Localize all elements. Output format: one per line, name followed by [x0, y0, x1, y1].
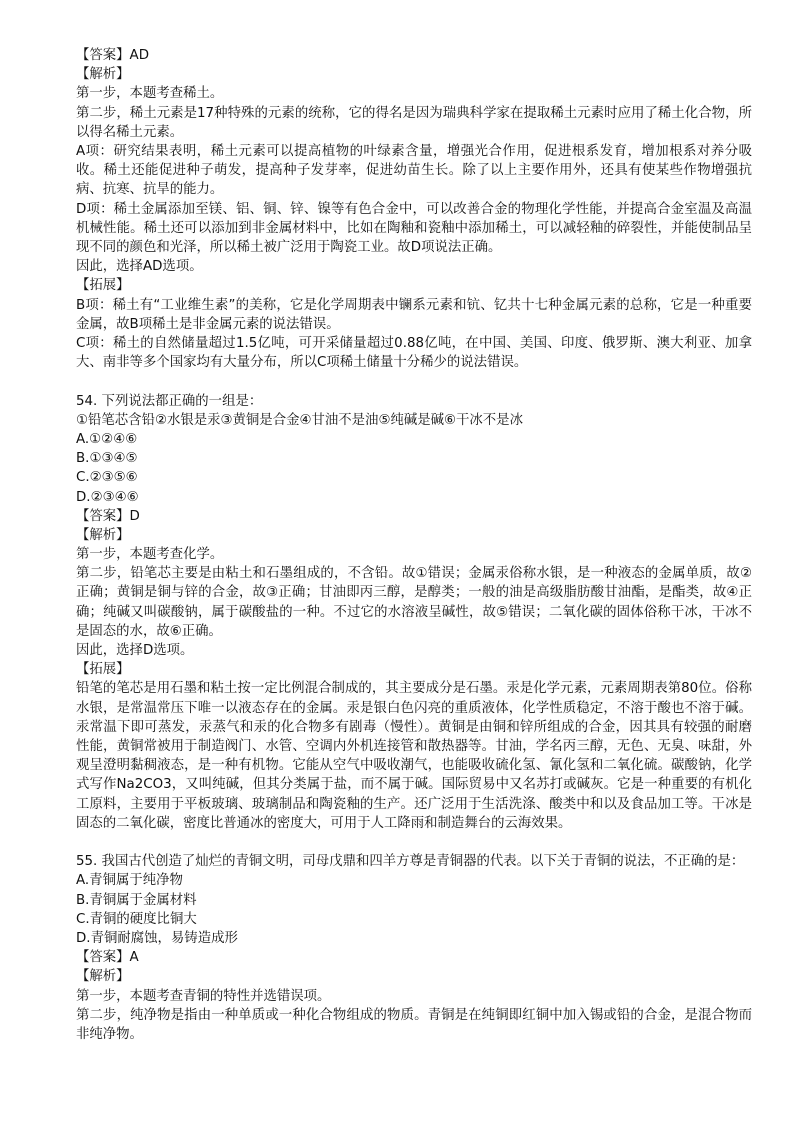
q54-statements: ①铅笔芯含铅②水银是汞③黄铜是合金④甘油不是油⑤纯碱是碱⑥干冰不是冰 — [76, 412, 523, 428]
q55-option-d: D.青铜耐腐蚀，易铸造成形 — [76, 931, 238, 947]
q53-item-a: A项：研究结果表明，稀土元素可以提高植物的叶绿素含量，增强光合作用，促进根系发育，增加根系对养分吸收。稀土还能促进种子萌发，提高种子发芽率，促进幼苗生长。除了以上主要作用外，还具有使某些作物增强抗病、抗寒、抗旱的能力。 — [76, 143, 752, 198]
q53-extension-heading: 【拓展】 — [76, 278, 130, 294]
q54-extension: 铅笔的笔芯是用石墨和粘土按一定比例混合制成的，其主要成分是石墨。汞是化学元素，元素周期表第80位。俗称水银，是常温常压下唯一以液态存在的金属。汞是银白色闪亮的重质液体，化学性质稳定，不溶于酸也不溶于碱。汞常温下即可蒸发，汞蒸气和汞的化合物多有剧毒（慢性）。黄铜是由铜和锌所组成的合金，因其具有较强的耐磨性能，黄铜常被用于制造阀门、水管、空调内外机连接管和散热器等。甘油，学名丙三醇，无色、无臭、味甜，外观呈澄明黏稠液态，是一种有机物。它能从空气中吸收潮气，也能吸收硫化氢、氰化氢和二氧化硫。碳酸钠，化学式写作Na2CO3，又叫纯碱，但其分类属于盐，而不属于碱。国际贸易中又名苏打或碱灰。它是一种重要的有机化工原料，主要用于平板玻璃、玻璃制品和陶瓷釉的生产。还广泛用于生活洗涤、酸类中和以及食品加工等。干冰是固态的二氧化碳，密度比普通冰的密度大，可用于人工降雨和制造舞台的云海效果。 — [76, 681, 752, 831]
q54-extension-heading: 【拓展】 — [76, 662, 130, 678]
section-gap — [76, 372, 752, 391]
q55-step1: 第一步，本题考查青铜的特性并选错误项。 — [76, 988, 331, 1004]
q54-answer: 【答案】D — [76, 508, 140, 524]
q54-option-d: D.②③④⑥ — [76, 489, 139, 505]
q55-answer: 【答案】A — [76, 950, 139, 966]
q54-option-b: B.①③④⑤ — [76, 451, 138, 467]
q54-stem: 54. 下列说法都正确的一组是： — [76, 393, 263, 409]
q54-analysis-heading: 【解析】 — [76, 527, 130, 543]
q54-step1: 第一步，本题考查化学。 — [76, 547, 224, 563]
q53-answer: 【答案】AD — [76, 48, 150, 63]
q53-item-b: B项：稀土有“工业维生素”的美称，它是化学周期表中镧系元素和钪、钇共十七种金属元素的总称，它是一种重要金属，故B项稀土是非金属元素的说法错误。 — [76, 297, 752, 332]
q55-analysis-heading: 【解析】 — [76, 969, 130, 985]
q53-step1: 第一步，本题考查稀土。 — [76, 86, 224, 102]
q53-step2: 第二步，稀土元素是17种特殊的元素的统称，它的得名是因为瑞典科学家在提取稀土元素时应用了稀土化合物，所以得名稀土元素。 — [76, 105, 752, 140]
q55-option-c: C.青铜的硬度比铜大 — [76, 911, 197, 927]
q53-analysis-heading: 【解析】 — [76, 67, 130, 83]
q54-option-a: A.①②④⑥ — [76, 431, 138, 447]
q54-option-c: C.②③⑤⑥ — [76, 470, 138, 486]
q55-option-a: A.青铜属于纯净物 — [76, 873, 183, 889]
section-gap — [76, 833, 752, 852]
q53-item-c: C项：稀土的自然储量超过1.5亿吨，可开采储量超过0.88亿吨，在中国、美国、印度、俄罗斯、澳大利亚、加拿大、南非等多个国家均有大量分布，所以C项稀土储量十分稀少的说法错误。 — [76, 335, 752, 371]
document-page — [76, 46, 752, 1044]
q55-step2: 第二步，纯净物是指由一种单质或一种化合物组成的物质。青铜是在纯铜即红铜中加入锡或铅的合金，是混合物而非纯净物。 — [76, 1007, 752, 1042]
q53-conclusion: 因此，选择AD选项。 — [76, 259, 203, 275]
q55-option-b: B.青铜属于金属材料 — [76, 892, 197, 908]
q54-conclusion: 因此，选择D选项。 — [76, 643, 194, 659]
q54-step2: 第二步，铅笔芯主要是由粘土和石墨组成的，不含铅。故①错误；金属汞俗称水银，是一种液态的金属单质，故②正确；黄铜是铜与锌的合金，故③正确；甘油即丙三醇，是醇类；一般的油是高级脂肪酸甘油酯，是酯类，故④正确；纯碱又叫碳酸钠，属于碳酸盐的一种。不过它的水溶液呈碱性，故⑤错误；二氧化碳的固体俗称干冰，干冰不是固态的水，故⑥正确。 — [76, 566, 752, 639]
q53-item-d: D项：稀土金属添加至镁、铝、铜、锌、镍等有色合金中，可以改善合金的物理化学性能，并提高合金室温及高温机械性能。稀土还可以添加到非金属材料中，比如在陶釉和瓷釉中添加稀土，可以减轻釉的碎裂性，并能使制品呈现不同的颜色和光泽，所以稀土被广泛用于陶瓷工业。故D项说法正确。 — [76, 201, 752, 255]
q55-stem: 55. 我国古代创造了灿烂的青铜文明，司母戊鼎和四羊方尊是青铜器的代表。以下关于青铜的说法，不正确的是： — [76, 854, 745, 870]
